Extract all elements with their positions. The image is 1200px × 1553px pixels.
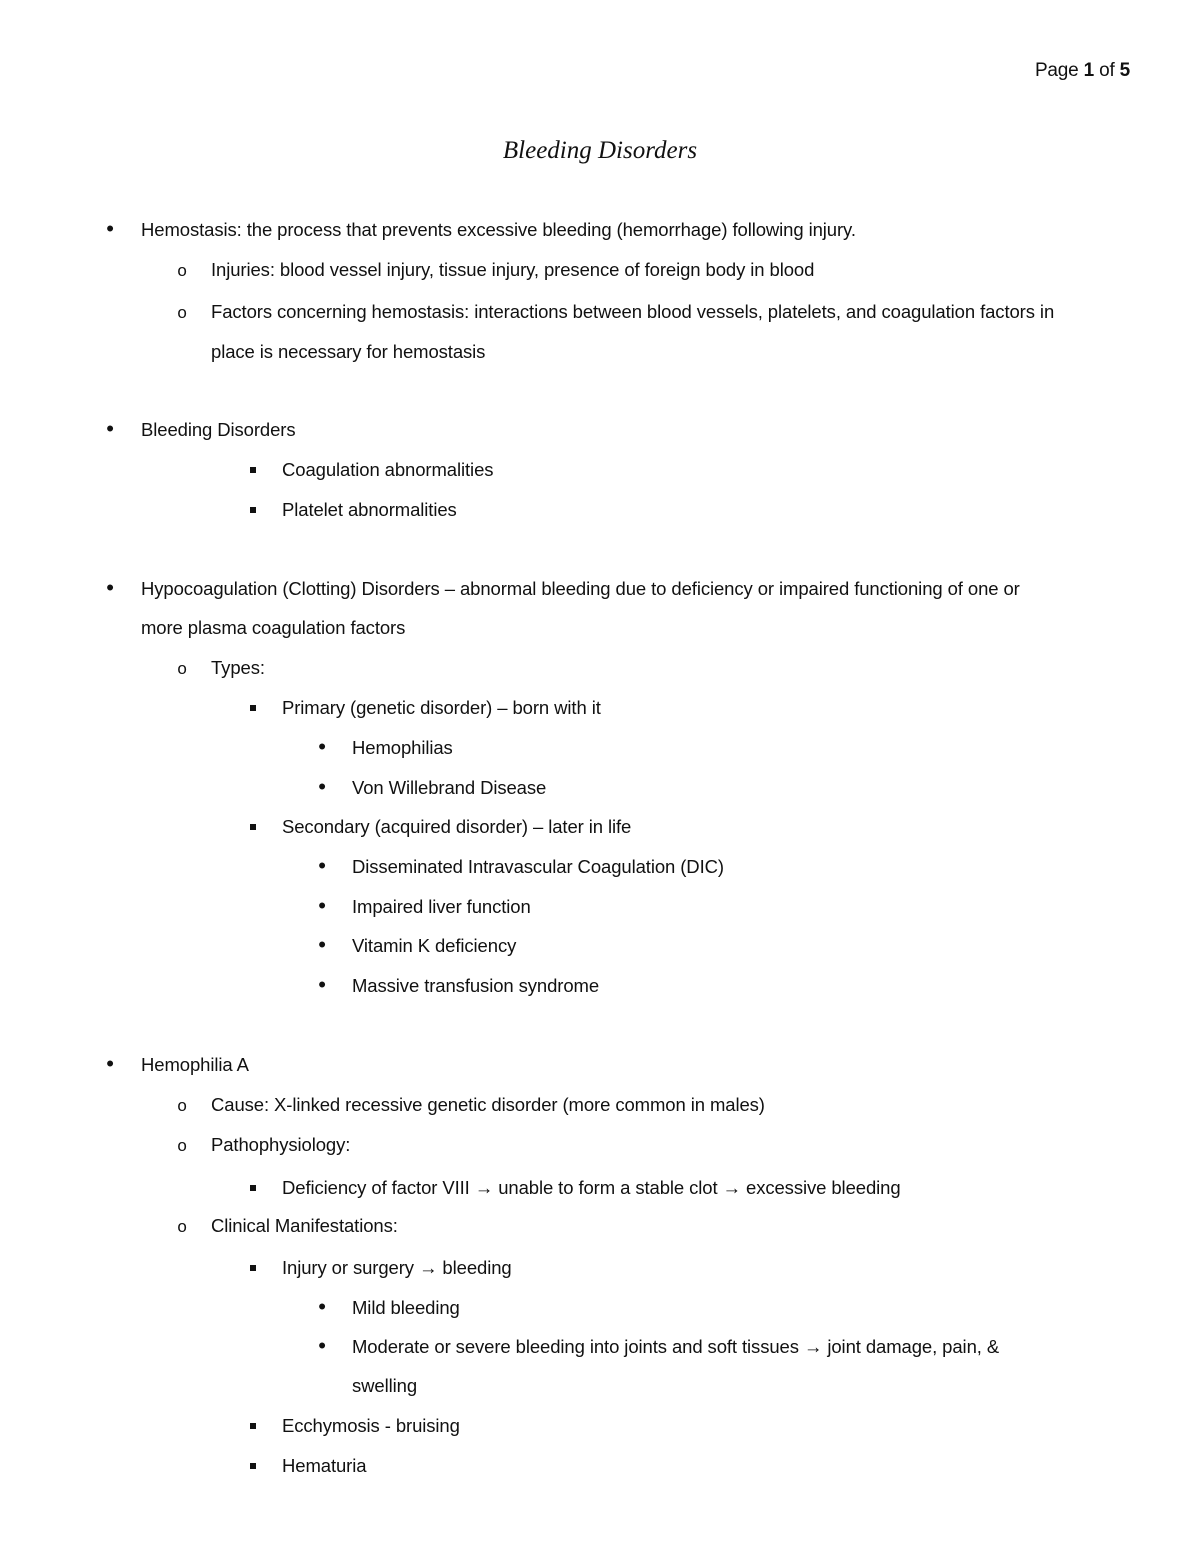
bullet-circle-icon [172, 1093, 192, 1120]
bullet-dot-icon [100, 218, 120, 242]
list-item-text: Pathophysiology: [211, 1134, 351, 1155]
list-item [0, 1053, 1200, 1077]
list-item [0, 258, 1200, 282]
list-item-text: Secondary (acquired disorder) – later in life [282, 816, 632, 837]
bullet-dot-icon [312, 855, 332, 879]
bullet-circle-icon [172, 656, 192, 683]
bullet-dot-icon [312, 776, 332, 800]
list-item-text: Hemostasis: the process that prevents excessive bleeding (hemorrhage) following injury. [141, 219, 856, 240]
bullet-square-icon [243, 1176, 263, 1200]
list-item-text: Impaired liver function [352, 896, 531, 917]
page-current: 1 [1083, 60, 1094, 81]
bullet-dot-icon [312, 1335, 332, 1359]
list-item [0, 1414, 1200, 1438]
page-number [1035, 60, 1130, 82]
list-item [0, 616, 1200, 640]
list-item-text: Bleeding Disorders [141, 419, 296, 440]
list-item [0, 1093, 1200, 1117]
bullet-circle-icon [172, 1133, 192, 1160]
page-of-label: of [1099, 60, 1115, 81]
list-item [0, 498, 1200, 522]
list-item-text: Ecchymosis - bruising [282, 1415, 460, 1436]
list-item-text: Hemophilia A [141, 1054, 249, 1075]
list-item-text: Types: [211, 657, 265, 678]
list-item-text: Clinical Manifestations: [211, 1215, 398, 1236]
bullet-dot-icon [312, 1296, 332, 1320]
bullet-circle-icon [172, 1214, 192, 1241]
list-item-text: more plasma coagulation factors [141, 617, 406, 638]
bullet-square-icon [243, 1414, 263, 1438]
bullet-square-icon [243, 458, 263, 482]
list-item [0, 1133, 1200, 1157]
list-item [0, 418, 1200, 442]
bullet-dot-icon [312, 974, 332, 998]
list-item [0, 1214, 1200, 1238]
bullet-dot-icon [100, 418, 120, 442]
bullet-dot-icon [312, 934, 332, 958]
bullet-circle-icon [172, 300, 192, 327]
list-item-text: swelling [352, 1375, 418, 1396]
list-item-text: Cause: X-linked recessive genetic disorder (more common in males) [211, 1094, 765, 1115]
list-item [0, 736, 1200, 760]
list-item [0, 1176, 1200, 1200]
list-item [0, 1256, 1200, 1280]
bullet-dot-icon [312, 736, 332, 760]
list-item-text: Factors concerning hemostasis: interactions between blood vessels, platelets, and coagulation factors in [211, 301, 1055, 322]
list-item [0, 696, 1200, 720]
bullet-dot-icon [312, 895, 332, 919]
bullet-circle-icon [172, 258, 192, 285]
list-item-text: Primary (genetic disorder) – born with it [282, 697, 601, 718]
list-item-text: Platelet abnormalities [282, 499, 457, 520]
list-item [0, 1454, 1200, 1478]
list-item [0, 776, 1200, 800]
bullet-square-icon [243, 1454, 263, 1478]
list-item [0, 340, 1200, 364]
list-item-text: Von Willebrand Disease [352, 777, 547, 798]
list-item-text: Coagulation abnormalities [282, 459, 494, 480]
bullet-dot-icon [100, 577, 120, 601]
document-title: Bleeding Disorders [502, 137, 698, 164]
list-item-text: Hypocoagulation (Clotting) Disorders – abnormal bleeding due to deficiency or impaired functioning of one or [141, 578, 1020, 599]
list-item-text: Disseminated Intravascular Coagulation (DIC) [352, 856, 724, 877]
bullet-dot-icon [100, 1053, 120, 1077]
bullet-square-icon [243, 1256, 263, 1280]
list-item-text: Massive transfusion syndrome [352, 975, 600, 996]
list-item [0, 656, 1200, 680]
list-item [0, 1335, 1200, 1359]
list-item [0, 300, 1200, 324]
list-item-text: Vitamin K deficiency [352, 935, 517, 956]
list-item [0, 974, 1200, 998]
list-item-text: Deficiency of factor VIII → unable to form a stable clot → excessive bleeding [282, 1177, 901, 1198]
list-item [0, 855, 1200, 879]
list-item-text: place is necessary for hemostasis [211, 341, 486, 362]
list-item-text: Injuries: blood vessel injury, tissue injury, presence of foreign body in blood [211, 259, 815, 280]
list-item [0, 577, 1200, 601]
list-item-text: Injury or surgery → bleeding [282, 1257, 512, 1278]
page-total: 5 [1119, 60, 1130, 81]
page-label: Page [1034, 60, 1079, 81]
bullet-square-icon [243, 498, 263, 522]
bullet-square-icon [243, 815, 263, 839]
list-item [0, 1374, 1200, 1398]
bullet-square-icon [243, 696, 263, 720]
list-item [0, 218, 1200, 242]
list-item [0, 815, 1200, 839]
list-item-text: Mild bleeding [352, 1297, 460, 1318]
list-item-text: Hematuria [282, 1455, 367, 1476]
list-item-text: Moderate or severe bleeding into joints and soft tissues → joint damage, pain, & [352, 1336, 1000, 1357]
list-item [0, 1296, 1200, 1320]
list-item [0, 895, 1200, 919]
list-item [0, 458, 1200, 482]
list-item [0, 934, 1200, 958]
list-item-text: Hemophilias [352, 737, 453, 758]
